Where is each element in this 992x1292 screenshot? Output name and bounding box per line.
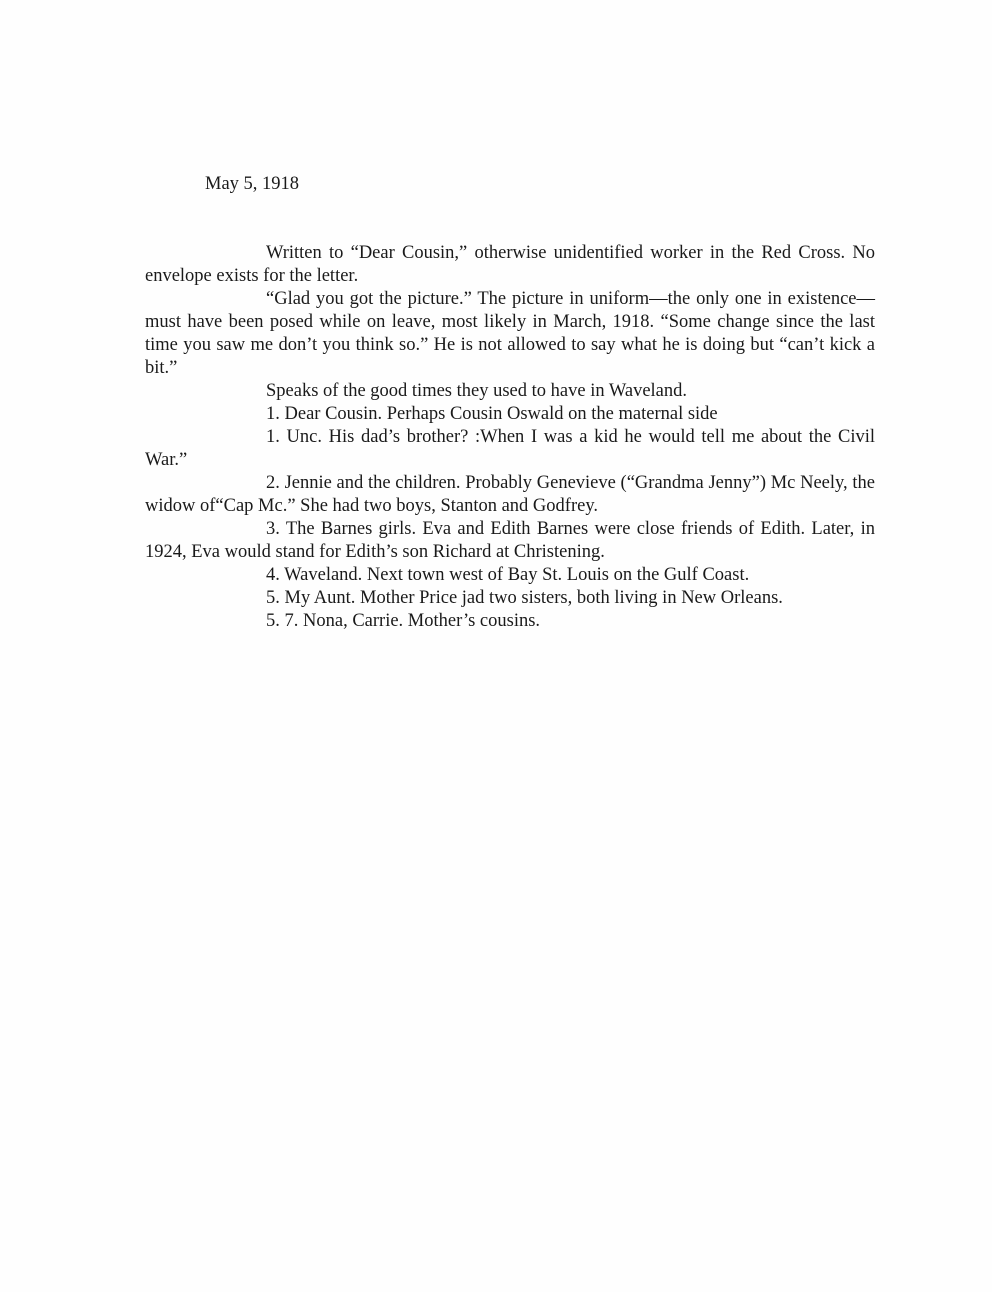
note-nona-carrie: 5. 7. Nona, Carrie. Mother’s cousins. <box>266 611 541 631</box>
note-my-aunt: 5. My Aunt. Mother Price jad two sisters, both living in New Orleans. <box>266 588 783 608</box>
note-dear-cousin: 1. Dear Cousin. Perhaps Cousin Oswald on the maternal side <box>266 404 718 424</box>
letter-date: May 5, 1918 <box>205 174 300 194</box>
paragraph-intro: Written to “Dear Cousin,” otherwise unidentified worker in the Red Cross. No envelope exists for the letter. <box>145 243 875 286</box>
paragraph-picture: “Glad you got the picture.” The picture in uniform—the only one in existence— must have been posed while on leave, most likely in March, 1918. “Some change since the last time you saw me don’t you think so.” He is not allowed to say what he is doing but “can’t kick a bit.” <box>145 289 875 378</box>
note-unc: 1. Unc. His dad’s brother? :When I was a kid he would tell me about the Civil War.” <box>145 427 875 470</box>
note-barnes-girls: 3. The Barnes girls. Eva and Edith Barnes were close friends of Edith. Later, in 1924, Eva would stand for Edith’s son Richard at Christening. <box>145 519 875 562</box>
note-jennie: 2. Jennie and the children. Probably Genevieve (“Grandma Jenny”) Mc Neely, the widow of“Cap Mc.” She had two boys, Stanton and Godfrey. <box>145 473 875 516</box>
document-body <box>145 242 875 633</box>
paragraph-waveland: Speaks of the good times they used to have in Waveland. <box>266 381 688 401</box>
note-waveland: 4. Waveland. Next town west of Bay St. Louis on the Gulf Coast. <box>266 565 750 585</box>
